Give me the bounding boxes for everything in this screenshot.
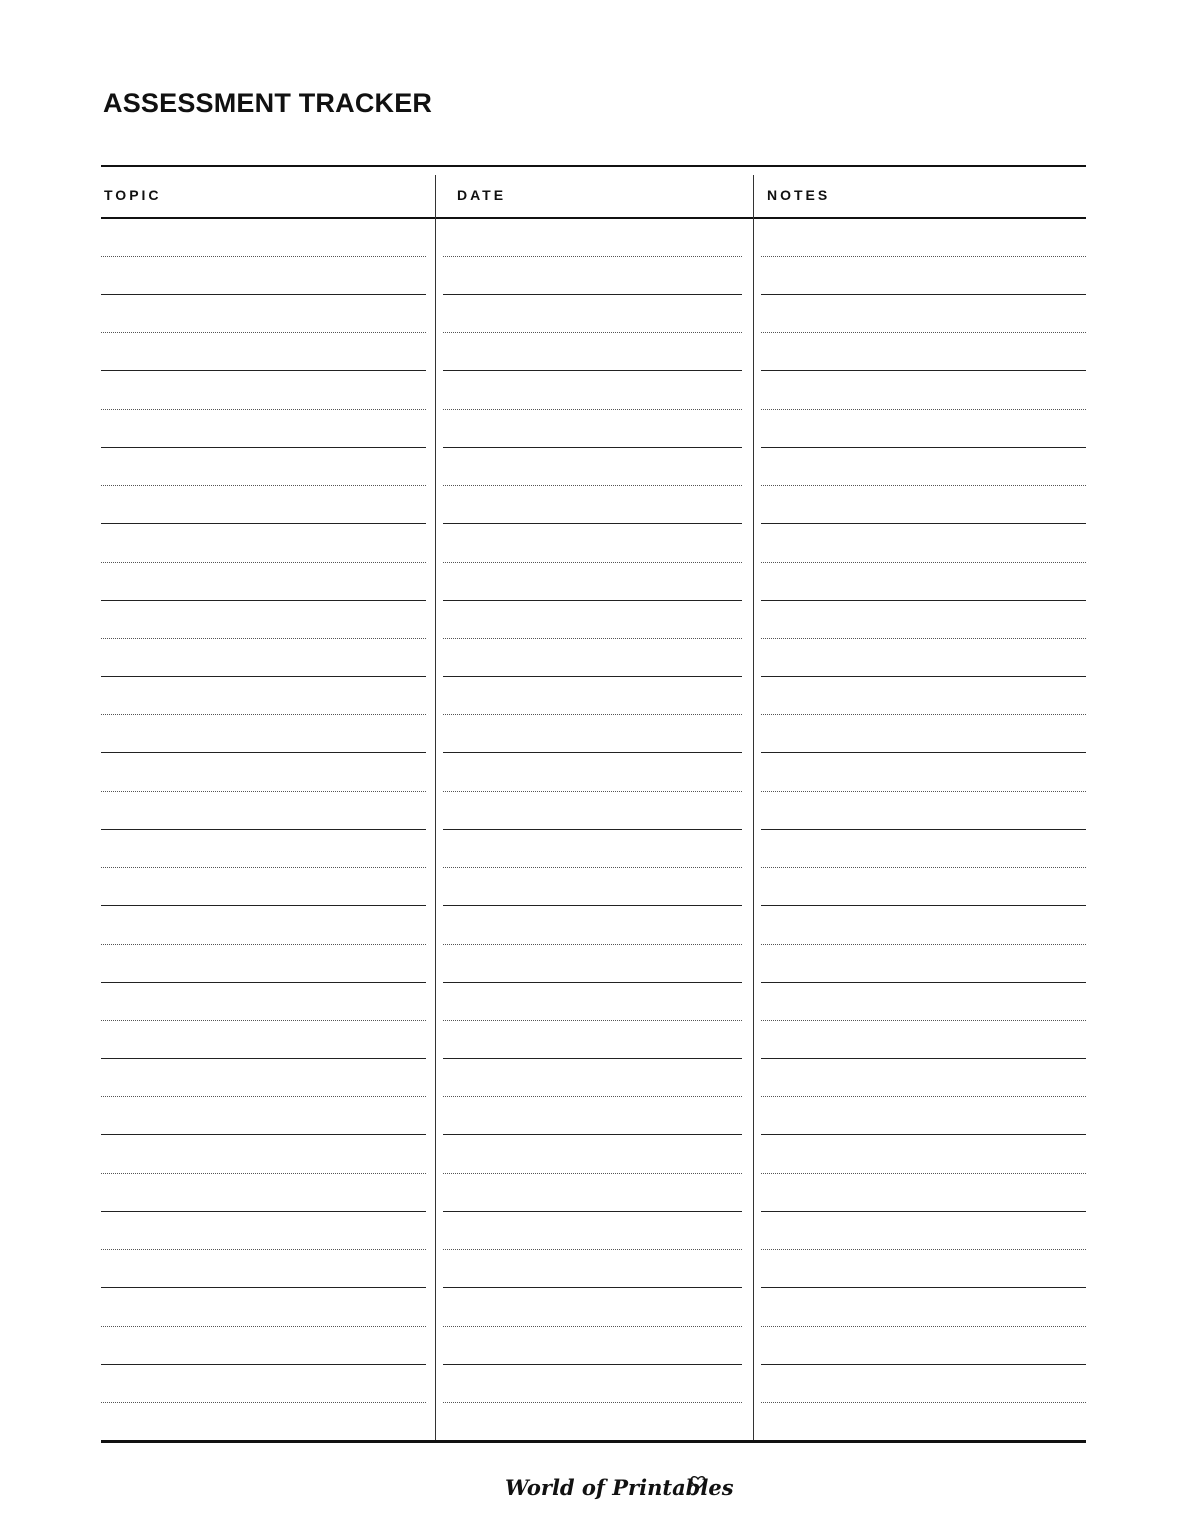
- solid-writing-line-notes: [761, 294, 1086, 295]
- dotted-writing-line-notes: [761, 562, 1086, 563]
- solid-writing-line-notes: [761, 1211, 1086, 1212]
- dotted-writing-line-notes: [761, 1402, 1086, 1403]
- dotted-writing-line-topic: [101, 1173, 426, 1174]
- dotted-writing-line-notes: [761, 1020, 1086, 1021]
- dotted-writing-line-topic: [101, 1096, 426, 1097]
- dotted-writing-line-notes: [761, 714, 1086, 715]
- dotted-writing-line-topic: [101, 638, 426, 639]
- dotted-writing-line-topic: [101, 1249, 426, 1250]
- solid-writing-line-topic: [101, 370, 426, 371]
- dotted-writing-line-date: [443, 714, 742, 715]
- dotted-writing-line-date: [443, 562, 742, 563]
- solid-writing-line-topic: [101, 1287, 426, 1288]
- dotted-writing-line-topic: [101, 256, 426, 257]
- solid-writing-line-topic: [101, 982, 426, 983]
- solid-writing-line-date: [443, 1287, 742, 1288]
- page-title: ASSESSMENT TRACKER: [103, 88, 433, 118]
- solid-writing-line-date: [443, 523, 742, 524]
- solid-writing-line-notes: [761, 1134, 1086, 1135]
- solid-writing-line-date: [443, 829, 742, 830]
- solid-writing-line-date: [443, 447, 742, 448]
- dotted-writing-line-topic: [101, 1402, 426, 1403]
- solid-writing-line-date: [443, 982, 742, 983]
- solid-writing-line-topic: [101, 829, 426, 830]
- solid-writing-line-topic: [101, 1211, 426, 1212]
- solid-writing-line-notes: [761, 982, 1086, 983]
- dotted-writing-line-notes: [761, 791, 1086, 792]
- brand-logo: World of Printables: [505, 1475, 734, 1500]
- solid-writing-line-date: [443, 1211, 742, 1212]
- dotted-writing-line-notes: [761, 1173, 1086, 1174]
- dotted-writing-line-date: [443, 256, 742, 257]
- solid-writing-line-date: [443, 1134, 742, 1135]
- dotted-writing-line-topic: [101, 562, 426, 563]
- dotted-writing-line-notes: [761, 256, 1086, 257]
- solid-writing-line-topic: [101, 294, 426, 295]
- column-header-notes: NOTES: [767, 187, 831, 203]
- dotted-writing-line-date: [443, 1096, 742, 1097]
- heart-outline-icon: [689, 1474, 707, 1490]
- solid-writing-line-date: [443, 294, 742, 295]
- dotted-writing-line-date: [443, 944, 742, 945]
- dotted-writing-line-topic: [101, 332, 426, 333]
- solid-writing-line-notes: [761, 676, 1086, 677]
- solid-writing-line-notes: [761, 370, 1086, 371]
- solid-writing-line-topic: [101, 600, 426, 601]
- solid-writing-line-topic: [101, 676, 426, 677]
- dotted-writing-line-date: [443, 638, 742, 639]
- dotted-writing-line-date: [443, 791, 742, 792]
- dotted-writing-line-topic: [101, 1020, 426, 1021]
- dotted-writing-line-notes: [761, 485, 1086, 486]
- dotted-writing-line-topic: [101, 791, 426, 792]
- table-top-rule: [101, 165, 1086, 167]
- dotted-writing-line-notes: [761, 332, 1086, 333]
- dotted-writing-line-notes: [761, 944, 1086, 945]
- solid-writing-line-topic: [101, 1134, 426, 1135]
- dotted-writing-line-notes: [761, 1249, 1086, 1250]
- dotted-writing-line-date: [443, 1249, 742, 1250]
- solid-writing-line-date: [443, 600, 742, 601]
- column-header-date: DATE: [457, 187, 507, 203]
- dotted-writing-line-topic: [101, 409, 426, 410]
- solid-writing-line-notes: [761, 829, 1086, 830]
- dotted-writing-line-date: [443, 409, 742, 410]
- dotted-writing-line-notes: [761, 409, 1086, 410]
- dotted-writing-line-date: [443, 485, 742, 486]
- solid-writing-line-notes: [761, 1058, 1086, 1059]
- dotted-writing-line-topic: [101, 944, 426, 945]
- dotted-writing-line-notes: [761, 1096, 1086, 1097]
- dotted-writing-line-notes: [761, 638, 1086, 639]
- column-divider-left: [435, 175, 436, 1441]
- solid-writing-line-topic: [101, 523, 426, 524]
- dotted-writing-line-date: [443, 1173, 742, 1174]
- dotted-writing-line-notes: [761, 1326, 1086, 1327]
- table-header-rule: [101, 217, 1086, 219]
- solid-writing-line-notes: [761, 1287, 1086, 1288]
- solid-writing-line-notes: [761, 447, 1086, 448]
- solid-writing-line-date: [443, 905, 742, 906]
- dotted-writing-line-date: [443, 332, 742, 333]
- dotted-writing-line-date: [443, 1020, 742, 1021]
- dotted-writing-line-topic: [101, 485, 426, 486]
- solid-writing-line-topic: [101, 1058, 426, 1059]
- solid-writing-line-notes: [761, 752, 1086, 753]
- dotted-writing-line-topic: [101, 714, 426, 715]
- dotted-writing-line-notes: [761, 867, 1086, 868]
- solid-writing-line-notes: [761, 905, 1086, 906]
- solid-writing-line-date: [443, 752, 742, 753]
- dotted-writing-line-date: [443, 867, 742, 868]
- solid-writing-line-date: [443, 1364, 742, 1365]
- solid-writing-line-topic: [101, 752, 426, 753]
- solid-writing-line-notes: [761, 523, 1086, 524]
- solid-writing-line-topic: [101, 905, 426, 906]
- column-divider-right: [753, 175, 754, 1441]
- solid-writing-line-date: [443, 370, 742, 371]
- table-bottom-rule: [101, 1440, 1086, 1443]
- dotted-writing-line-date: [443, 1326, 742, 1327]
- solid-writing-line-topic: [101, 1364, 426, 1365]
- solid-writing-line-date: [443, 676, 742, 677]
- dotted-writing-line-date: [443, 1402, 742, 1403]
- solid-writing-line-notes: [761, 600, 1086, 601]
- solid-writing-line-notes: [761, 1364, 1086, 1365]
- dotted-writing-line-topic: [101, 867, 426, 868]
- solid-writing-line-date: [443, 1058, 742, 1059]
- dotted-writing-line-topic: [101, 1326, 426, 1327]
- column-header-topic: TOPIC: [104, 187, 162, 203]
- solid-writing-line-topic: [101, 447, 426, 448]
